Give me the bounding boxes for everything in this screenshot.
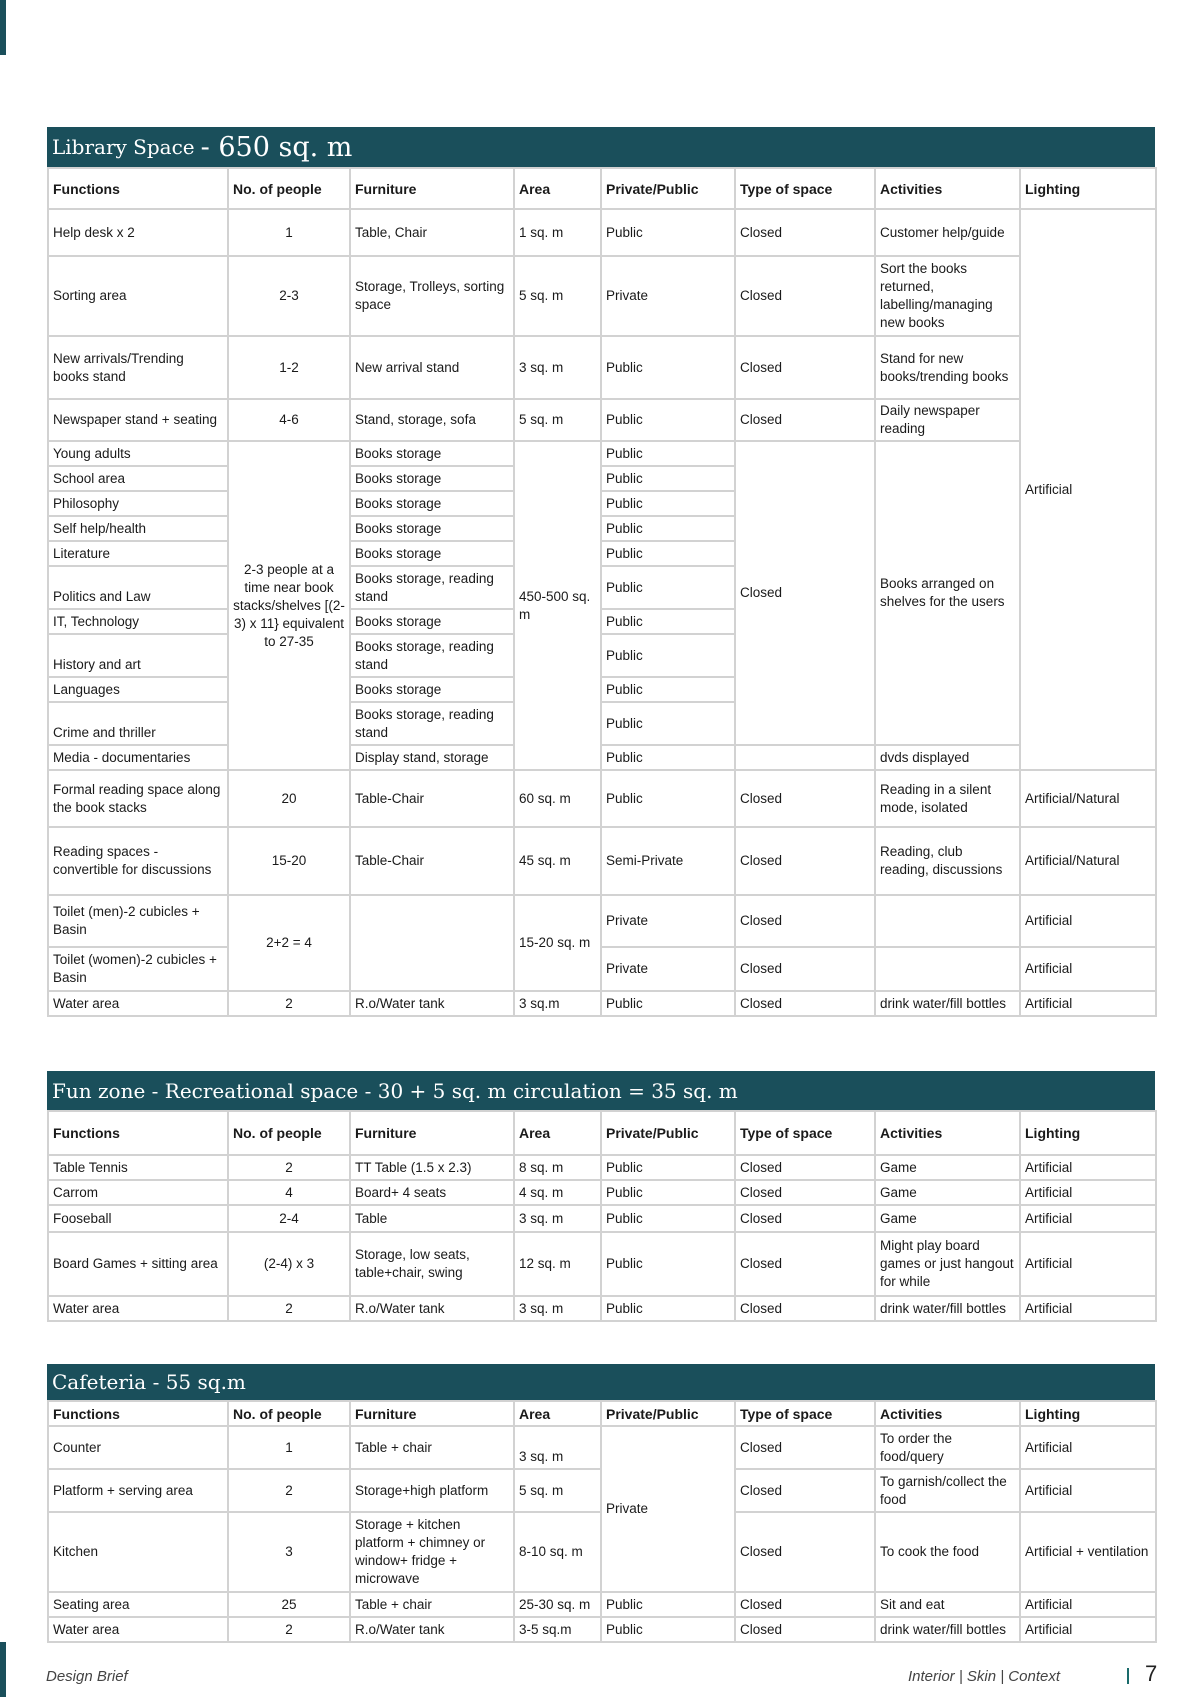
- col-activities: Activities: [875, 168, 1020, 209]
- cell: Public: [601, 541, 735, 566]
- table-row: [48, 1617, 1156, 1642]
- cell: Private: [601, 947, 735, 991]
- cell: Storage, low seats, table+chair, swing: [350, 1232, 514, 1296]
- cell: 12 sq. m: [514, 1232, 601, 1296]
- col-people: No. of people: [228, 1111, 350, 1155]
- cell: Public: [601, 466, 735, 491]
- top-accent-bar: [0, 0, 6, 55]
- col-lighting: Lighting: [1020, 168, 1156, 209]
- cell: Closed: [735, 895, 875, 947]
- cell: Public: [601, 491, 735, 516]
- cell: Private: [601, 895, 735, 947]
- table-row: [48, 209, 1156, 256]
- cell: Reading in a silent mode, isolated: [875, 770, 1020, 827]
- col-area: Area: [514, 168, 601, 209]
- cell: Water area: [48, 1296, 228, 1321]
- cell: Seating area: [48, 1592, 228, 1617]
- cell: Books storage: [350, 491, 514, 516]
- cell: Artificial: [1020, 1296, 1156, 1321]
- cell: Closed: [735, 209, 875, 256]
- cell: Artificial: [1020, 1592, 1156, 1617]
- cell: Sorting area: [48, 256, 228, 336]
- cell: Public: [601, 399, 735, 441]
- cell: Artificial: [1020, 947, 1156, 991]
- cell: Closed: [735, 1469, 875, 1512]
- cell: 2: [228, 991, 350, 1016]
- table-row: [48, 895, 1156, 947]
- cell: Books storage: [350, 541, 514, 566]
- cell: Books storage, reading stand: [350, 634, 514, 677]
- cell: 2: [228, 1296, 350, 1321]
- cell: 3 sq. m: [514, 1205, 601, 1232]
- cell: 8-10 sq. m: [514, 1512, 601, 1592]
- cell: Counter: [48, 1426, 228, 1469]
- cell: Artificial: [1020, 1155, 1156, 1180]
- funzone-banner: [47, 1071, 1155, 1110]
- cell: Table: [350, 1205, 514, 1232]
- cell: Public: [601, 1155, 735, 1180]
- cell: 25: [228, 1592, 350, 1617]
- page-number: 7: [1145, 1661, 1158, 1686]
- col-area: Area: [514, 1111, 601, 1155]
- cell: Game: [875, 1180, 1020, 1205]
- cell: To garnish/collect the food: [875, 1469, 1020, 1512]
- cell: Public: [601, 516, 735, 541]
- cell: Artificial: [1020, 1205, 1156, 1232]
- funzone-section: [47, 1071, 1155, 1322]
- cell: Closed: [735, 336, 875, 399]
- library-banner: [47, 127, 1155, 167]
- cell-lighting-merged: Artificial: [1020, 209, 1156, 770]
- col-furniture: Furniture: [350, 1111, 514, 1155]
- col-lighting: Lighting: [1020, 1401, 1156, 1426]
- col-type: Type of space: [735, 1111, 875, 1155]
- cell: drink water/fill bottles: [875, 1296, 1020, 1321]
- cell: 4-6: [228, 399, 350, 441]
- cell: Public: [601, 702, 735, 745]
- library-title: Library Space: [52, 135, 195, 159]
- cell-private-merged: Private: [601, 1426, 735, 1592]
- cell: TT Table (1.5 x 2.3): [350, 1155, 514, 1180]
- table-row: [48, 1180, 1156, 1205]
- table-row: [48, 1232, 1156, 1296]
- cell: 20: [228, 770, 350, 827]
- cell: dvds displayed: [875, 745, 1020, 770]
- cell: Closed: [735, 399, 875, 441]
- table-row: [48, 745, 1156, 770]
- cell: Storage + kitchen platform + chimney or window+ fridge + microwave: [350, 1512, 514, 1592]
- cell: Newspaper stand + seating: [48, 399, 228, 441]
- cell: Artificial: [1020, 1617, 1156, 1642]
- library-area: - 650 sq. m: [200, 131, 353, 163]
- cell: Public: [601, 441, 735, 466]
- cell: Public: [601, 1232, 735, 1296]
- cell: drink water/fill bottles: [875, 991, 1020, 1016]
- cell: 3 sq.m: [514, 991, 601, 1016]
- cell: Board Games + sitting area: [48, 1232, 228, 1296]
- cell: Media - documentaries: [48, 745, 228, 770]
- cell: Books storage: [350, 609, 514, 634]
- table-row: [48, 441, 1156, 466]
- cell: Customer help/guide: [875, 209, 1020, 256]
- cell-stacks-area: 450-500 sq. m: [514, 441, 601, 770]
- cell: 15-20: [228, 827, 350, 895]
- cell: R.o/Water tank: [350, 991, 514, 1016]
- cell-empty: [875, 947, 1020, 991]
- cell: Stand, storage, sofa: [350, 399, 514, 441]
- cell: Public: [601, 1205, 735, 1232]
- cell: Board+ 4 seats: [350, 1180, 514, 1205]
- cell: Artificial/Natural: [1020, 770, 1156, 827]
- cell-toilet-people: 2+2 = 4: [228, 895, 350, 991]
- col-access: Private/Public: [601, 168, 735, 209]
- cell: IT, Technology: [48, 609, 228, 634]
- col-type: Type of space: [735, 1401, 875, 1426]
- cell: Public: [601, 1592, 735, 1617]
- cell: Books storage: [350, 441, 514, 466]
- cell: Water area: [48, 991, 228, 1016]
- cell: To cook the food: [875, 1512, 1020, 1592]
- cell: Closed: [735, 1155, 875, 1180]
- table-row: [48, 336, 1156, 399]
- cell: Platform + serving area: [48, 1469, 228, 1512]
- cell: Artificial + ventilation: [1020, 1512, 1156, 1592]
- cell: Table, Chair: [350, 209, 514, 256]
- cell: Self help/health: [48, 516, 228, 541]
- cell: History and art: [48, 634, 228, 677]
- cell: 4 sq. m: [514, 1180, 601, 1205]
- cell: Public: [601, 336, 735, 399]
- cell-stacks-type: Closed: [735, 441, 875, 745]
- cell: Books storage: [350, 677, 514, 702]
- cell: Public: [601, 1617, 735, 1642]
- col-lighting: Lighting: [1020, 1111, 1156, 1155]
- col-access: Private/Public: [601, 1111, 735, 1155]
- cafeteria-title: Cafeteria - 55 sq.m: [52, 1370, 246, 1394]
- table-row: [48, 1205, 1156, 1232]
- cell: Closed: [735, 256, 875, 336]
- cell-empty: [875, 895, 1020, 947]
- cell: 1-2: [228, 336, 350, 399]
- cell: 3: [228, 1512, 350, 1592]
- cell: 2-3: [228, 256, 350, 336]
- cell: Philosophy: [48, 491, 228, 516]
- cell: 1: [228, 1426, 350, 1469]
- cell: R.o/Water tank: [350, 1296, 514, 1321]
- cell: 3 sq. m: [514, 1296, 601, 1321]
- table-header: [48, 1401, 1156, 1426]
- col-area: Area: [514, 1401, 601, 1426]
- cell: Public: [601, 745, 735, 770]
- cell: Semi-Private: [601, 827, 735, 895]
- cell: Artificial: [1020, 895, 1156, 947]
- col-type: Type of space: [735, 168, 875, 209]
- cell: 25-30 sq. m: [514, 1592, 601, 1617]
- cell: Table-Chair: [350, 770, 514, 827]
- cell: Books storage, reading stand: [350, 566, 514, 609]
- table-row: [48, 256, 1156, 336]
- cell: Table + chair: [350, 1426, 514, 1469]
- cell: 45 sq. m: [514, 827, 601, 895]
- cell: Books storage: [350, 466, 514, 491]
- cell: Artificial: [1020, 1232, 1156, 1296]
- cell: Formal reading space along the book stacks: [48, 770, 228, 827]
- cell: Table Tennis: [48, 1155, 228, 1180]
- library-table: [47, 167, 1157, 1017]
- cell: Reading spaces - convertible for discussions: [48, 827, 228, 895]
- cell: Public: [601, 566, 735, 609]
- cafeteria-table: [47, 1400, 1157, 1643]
- cell: Closed: [735, 827, 875, 895]
- table-row: [48, 399, 1156, 441]
- cell: (2-4) x 3: [228, 1232, 350, 1296]
- cell: Public: [601, 209, 735, 256]
- col-furniture: Furniture: [350, 1401, 514, 1426]
- cell: Politics and Law: [48, 566, 228, 609]
- table-row: [48, 1592, 1156, 1617]
- table-header: [48, 168, 1156, 209]
- cell: Closed: [735, 770, 875, 827]
- cell: 2: [228, 1617, 350, 1642]
- cell: 2: [228, 1155, 350, 1180]
- col-activities: Activities: [875, 1401, 1020, 1426]
- cell: Game: [875, 1205, 1020, 1232]
- table-row: [48, 1155, 1156, 1180]
- cell: Closed: [735, 1180, 875, 1205]
- cell: Closed: [735, 1592, 875, 1617]
- cell: Languages: [48, 677, 228, 702]
- cell: Toilet (men)-2 cubicles + Basin: [48, 895, 228, 947]
- cell: Display stand, storage: [350, 745, 514, 770]
- cell: New arrival stand: [350, 336, 514, 399]
- cell: 5 sq. m: [514, 256, 601, 336]
- cell: Closed: [735, 1426, 875, 1469]
- cell: 3 sq. m: [514, 336, 601, 399]
- cell: Closed: [735, 1296, 875, 1321]
- cell: Public: [601, 991, 735, 1016]
- cell: 1 sq. m: [514, 209, 601, 256]
- cell: New arrivals/Trending books stand: [48, 336, 228, 399]
- funzone-title: Fun zone - Recreational space - 30 + 5 sq. m circulation = 35 sq. m: [52, 1078, 738, 1103]
- col-people: No. of people: [228, 1401, 350, 1426]
- cell: Public: [601, 770, 735, 827]
- footer-sections: Interior | Skin | Context: [907, 1668, 1060, 1685]
- cell: Closed: [735, 1232, 875, 1296]
- cell: Books storage: [350, 516, 514, 541]
- table-row: [48, 947, 1156, 991]
- cell: Storage+high platform: [350, 1469, 514, 1512]
- cell: Closed: [735, 1205, 875, 1232]
- bottom-accent-bar: [0, 1642, 6, 1697]
- col-people: No. of people: [228, 168, 350, 209]
- cafeteria-section: [47, 1364, 1155, 1643]
- cell: Kitchen: [48, 1512, 228, 1592]
- cell: Literature: [48, 541, 228, 566]
- table-row: [48, 1426, 1156, 1469]
- cell: 5 sq. m: [514, 399, 601, 441]
- cell: 8 sq. m: [514, 1155, 601, 1180]
- footer-divider: [1127, 1668, 1129, 1684]
- cell: 60 sq. m: [514, 770, 601, 827]
- cell: Public: [601, 634, 735, 677]
- col-functions: Functions: [48, 1401, 228, 1426]
- cell: Public: [601, 609, 735, 634]
- cell: Game: [875, 1155, 1020, 1180]
- library-section: [47, 127, 1155, 1017]
- cell: Table-Chair: [350, 827, 514, 895]
- cell: Might play board games or just hangout for while: [875, 1232, 1020, 1296]
- cell: Closed: [735, 947, 875, 991]
- col-functions: Functions: [48, 1111, 228, 1155]
- col-furniture: Furniture: [350, 168, 514, 209]
- cell: Artificial: [1020, 1426, 1156, 1469]
- cell: Books storage, reading stand: [350, 702, 514, 745]
- cell: 2: [228, 1469, 350, 1512]
- cell: Closed: [735, 991, 875, 1016]
- col-access: Private/Public: [601, 1401, 735, 1426]
- funzone-table: [47, 1110, 1157, 1322]
- cell: Crime and thriller: [48, 702, 228, 745]
- cell: Artificial: [1020, 991, 1156, 1016]
- cell-stacks-activities: Books arranged on shelves for the users: [875, 441, 1020, 745]
- cell: 5 sq. m: [514, 1469, 601, 1512]
- cell: Closed: [735, 1617, 875, 1642]
- table-row: [48, 1296, 1156, 1321]
- cell: Sort the books returned, labelling/managing new books: [875, 256, 1020, 336]
- cell-empty: [735, 745, 875, 770]
- cafeteria-banner: [47, 1364, 1155, 1400]
- cell: R.o/Water tank: [350, 1617, 514, 1642]
- col-activities: Activities: [875, 1111, 1020, 1155]
- cell: Fooseball: [48, 1205, 228, 1232]
- cell: Storage, Trolleys, sorting space: [350, 256, 514, 336]
- cell: School area: [48, 466, 228, 491]
- col-functions: Functions: [48, 168, 228, 209]
- cell: Closed: [735, 1512, 875, 1592]
- cell: 4: [228, 1180, 350, 1205]
- cell: Artificial: [1020, 1469, 1156, 1512]
- cell: 3 sq. m: [514, 1426, 601, 1469]
- cell-stacks-people: 2-3 people at a time near book stacks/shelves [(2-3) x 11} equivalent to 27-35: [228, 441, 350, 770]
- cell: drink water/fill bottles: [875, 1617, 1020, 1642]
- cell: Water area: [48, 1617, 228, 1642]
- cell: Table + chair: [350, 1592, 514, 1617]
- cell: Help desk x 2: [48, 209, 228, 256]
- cell: Artificial/Natural: [1020, 827, 1156, 895]
- table-row: [48, 770, 1156, 827]
- cell-toilet-area: 15-20 sq. m: [514, 895, 601, 991]
- table-row: [48, 991, 1156, 1016]
- cell: Public: [601, 677, 735, 702]
- cell: Stand for new books/trending books: [875, 336, 1020, 399]
- footer-doc-title: Design Brief: [46, 1668, 128, 1685]
- cell: 1: [228, 209, 350, 256]
- cell: 2-4: [228, 1205, 350, 1232]
- table-row: [48, 827, 1156, 895]
- cell: Artificial: [1020, 1180, 1156, 1205]
- cell-empty: [350, 895, 514, 991]
- cell: Reading, club reading, discussions: [875, 827, 1020, 895]
- cell: Private: [601, 256, 735, 336]
- cell: Daily newspaper reading: [875, 399, 1020, 441]
- table-header: [48, 1111, 1156, 1155]
- cell: Public: [601, 1296, 735, 1321]
- cell: Sit and eat: [875, 1592, 1020, 1617]
- cell: Public: [601, 1180, 735, 1205]
- cell: Young adults: [48, 441, 228, 466]
- cell: To order the food/query: [875, 1426, 1020, 1469]
- cell: 3-5 sq.m: [514, 1617, 601, 1642]
- cell: Toilet (women)-2 cubicles + Basin: [48, 947, 228, 991]
- cell: Carrom: [48, 1180, 228, 1205]
